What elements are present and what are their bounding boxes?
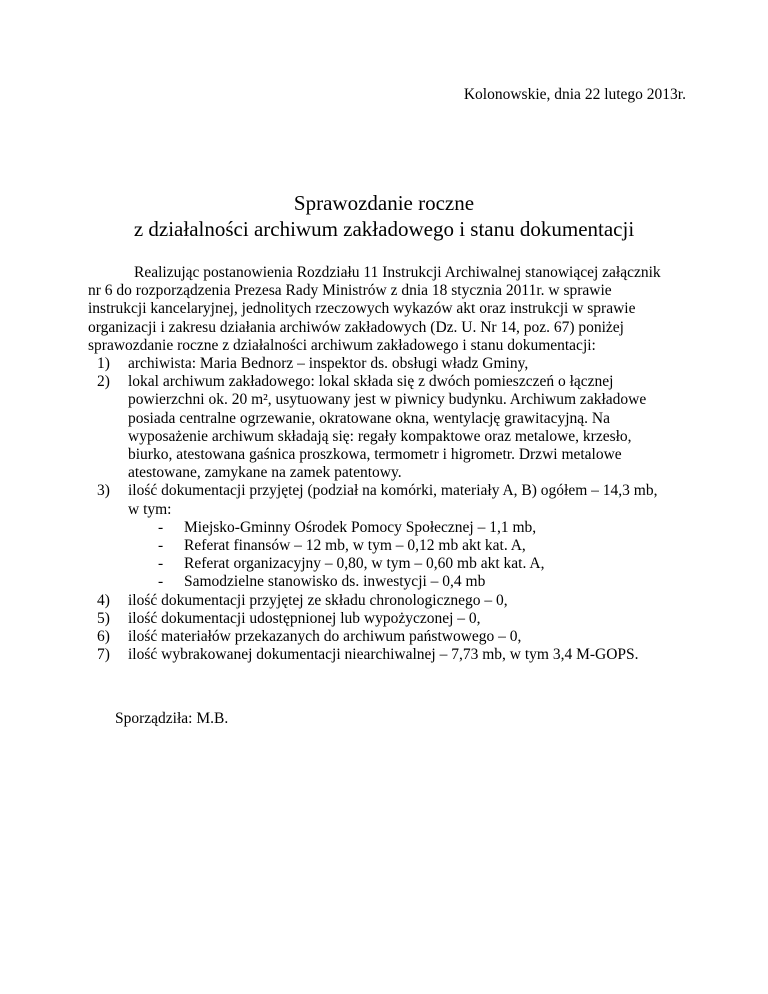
item-line: lokal archiwum zakładowego: lokal składa się z dwóch pomieszczeń o łącznej <box>128 373 614 391</box>
sub-list-item <box>88 555 688 573</box>
dash-bullet: - <box>158 518 164 536</box>
date-line: Kolonowskie, dnia 22 lutego 2013r. <box>463 86 686 103</box>
item-number: 4) <box>97 591 110 609</box>
item-line: atestowane, zamykane na zamek patentowy. <box>128 464 402 482</box>
intro-line: nr 6 do rozporządzenia Prezesa Rady Ministrów z dnia 18 stycznia 2011r. w sprawie <box>88 282 612 300</box>
item-number: 5) <box>97 609 110 627</box>
sub-item-text: Samodzielne stanowisko ds. inwestycji – 0,4 mb <box>184 573 486 591</box>
item-line: archiwista: Maria Bednorz – inspektor ds. obsługi władz Gminy, <box>128 355 529 373</box>
item-line: wyposażenie archiwum składają się: regały kompaktowe oraz metalowe, krzesło, <box>128 427 632 445</box>
document-title <box>0 190 768 242</box>
list-item <box>88 628 688 646</box>
item-line: w tym: <box>128 500 172 518</box>
list-item <box>88 355 688 373</box>
item-line: ilość dokumentacji udostępnionej lub wypożyczonej – 0, <box>128 609 481 627</box>
list-item <box>88 646 688 664</box>
sub-item-text: Referat finansów – 12 mb, w tym – 0,12 mb akt kat. A, <box>184 537 526 555</box>
list-item <box>88 592 688 610</box>
intro-line: sprawozdanie roczne z działalności archiwum zakładowego i stanu dokumentacji: <box>88 336 596 354</box>
intro-paragraph <box>88 264 688 355</box>
intro-line: instrukcji kancelaryjnej, jednolitych rzeczowych wykazów akt oraz instrukcji w sprawie <box>88 300 636 318</box>
item-line: ilość dokumentacji przyjętej (podział na komórki, materiały A, B) ogółem – 14,3 mb, <box>128 482 658 500</box>
intro-line: Realizując postanowienia Rozdziału 11 Instrukcji Archiwalnej stanowiącej załącznik <box>134 264 661 281</box>
item-number: 7) <box>97 646 110 664</box>
list-item <box>88 610 688 628</box>
item-line: ilość wybrakowanej dokumentacji niearchiwalnej – 7,73 mb, w tym 3,4 M-GOPS. <box>128 646 639 664</box>
item-number: 6) <box>97 628 110 646</box>
list-item <box>88 482 688 518</box>
dash-bullet: - <box>158 537 164 555</box>
sub-list-item <box>88 537 688 555</box>
item-line: ilość dokumentacji przyjętej ze składu chronologicznego – 0, <box>128 591 508 609</box>
sub-list-item <box>88 519 688 537</box>
item-line: posiada centralne ogrzewanie, okratowane okna, wentylację grawitacyjną. Na <box>128 409 610 427</box>
title-line-2: z działalności archiwum zakładowego i stanu dokumentacji <box>133 217 635 241</box>
item-line: powierzchni ok. 20 m², usytuowany jest w piwnicy budynku. Archiwum zakładowe <box>128 391 647 409</box>
signature-line: Sporządziła: M.B. <box>115 710 229 727</box>
dash-bullet: - <box>158 573 164 591</box>
sub-item-text: Referat organizacyjny – 0,80, w tym – 0,60 mb akt kat. A, <box>184 555 545 573</box>
item-line: ilość materiałów przekazanych do archiwum państwowego – 0, <box>128 628 522 646</box>
item-number: 3) <box>97 482 110 500</box>
report-body <box>88 264 688 664</box>
sub-item-text: Miejsko-Gminny Ośrodek Pomocy Społecznej – 1,1 mb, <box>184 518 537 536</box>
intro-line: organizacji i zakresu działania archiwów zakładowych (Dz. U. Nr 14, poz. 67) poniżej <box>88 318 624 336</box>
dash-bullet: - <box>158 555 164 573</box>
item-line: biurko, atestowana gaśnica proszkowa, termometr i higrometr. Drzwi metalowe <box>128 446 622 464</box>
list-item <box>88 373 688 482</box>
item-number: 2) <box>97 373 110 391</box>
item-number: 1) <box>97 355 110 373</box>
title-line-1: Sprawozdanie roczne <box>293 191 475 215</box>
sub-list-item <box>88 573 688 591</box>
